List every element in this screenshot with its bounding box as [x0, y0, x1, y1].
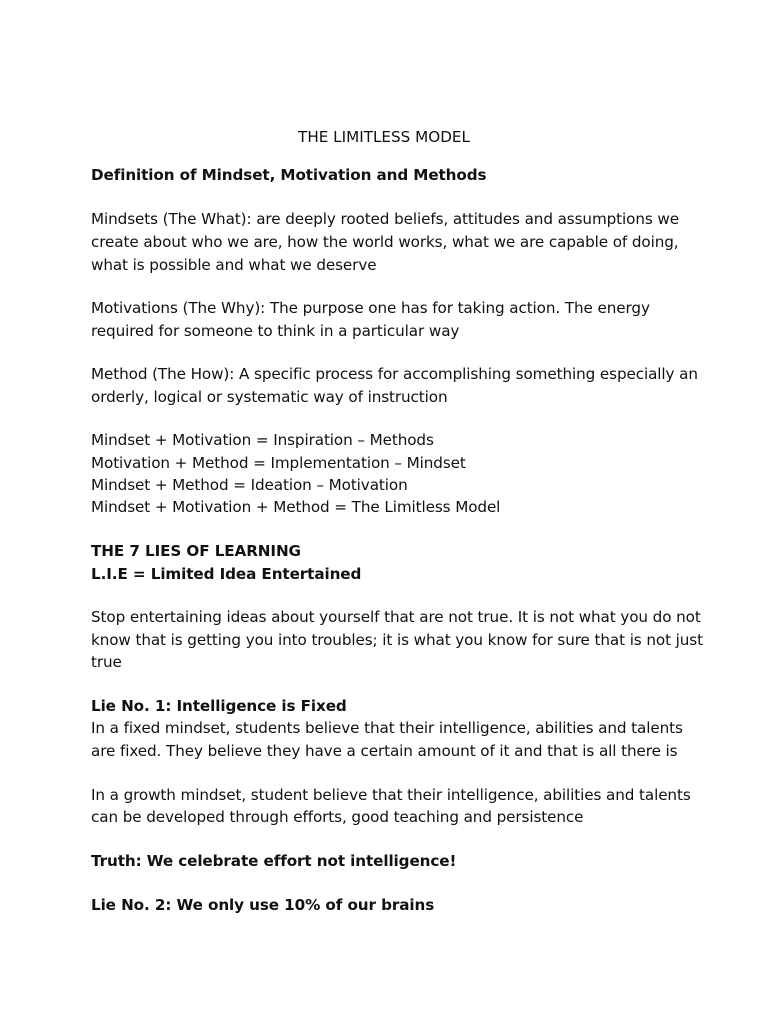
lie-acronym: L.I.E = Limited Idea Entertained [91, 565, 362, 583]
mindsets-line-3: what is possible and what we deserve [91, 256, 377, 274]
mindsets-line-1: Mindsets (The What): are deeply rooted beliefs, attitudes and assumptions we [91, 210, 679, 228]
equation-1: Mindset + Motivation = Inspiration – Methods [91, 431, 434, 449]
fixed-mindset-line-1: In a fixed mindset, students believe that their intelligence, abilities and talents [91, 719, 683, 737]
lie2-heading: Lie No. 2: We only use 10% of our brains [91, 896, 435, 914]
mindsets-line-2: create about who we are, how the world works, what we are capable of doing, [91, 233, 679, 251]
method-line-2: orderly, logical or systematic way of instruction [91, 388, 448, 406]
lie1-heading: Lie No. 1: Intelligence is Fixed [91, 697, 347, 715]
motivations-line-2: required for someone to think in a particular way [91, 322, 460, 340]
stop-paragraph-line-3: true [91, 653, 122, 671]
equation-4: Mindset + Motivation + Method = The Limitless Model [91, 498, 501, 516]
growth-mindset-line-2: can be developed through efforts, good teaching and persistence [91, 808, 584, 826]
stop-paragraph-line-2: know that is getting you into troubles; it is what you know for sure that is not just [91, 631, 703, 649]
growth-mindset-line-1: In a growth mindset, student believe that their intelligence, abilities and talents [91, 786, 691, 804]
fixed-mindset-line-2: are fixed. They believe they have a certain amount of it and that is all there is [91, 742, 678, 760]
definition-heading: Definition of Mindset, Motivation and Methods [91, 166, 487, 184]
truth-1: Truth: We celebrate effort not intelligence! [91, 852, 457, 870]
equation-2: Motivation + Method = Implementation – Mindset [91, 454, 466, 472]
document-title: THE LIMITLESS MODEL [298, 128, 470, 146]
lies-heading: THE 7 LIES OF LEARNING [91, 542, 301, 560]
equation-3: Mindset + Method = Ideation – Motivation [91, 476, 408, 494]
stop-paragraph-line-1: Stop entertaining ideas about yourself that are not true. It is not what you do not [91, 608, 701, 626]
motivations-line-1: Motivations (The Why): The purpose one has for taking action. The energy [91, 299, 650, 317]
method-line-1: Method (The How): A specific process for accomplishing something especially an [91, 365, 698, 383]
